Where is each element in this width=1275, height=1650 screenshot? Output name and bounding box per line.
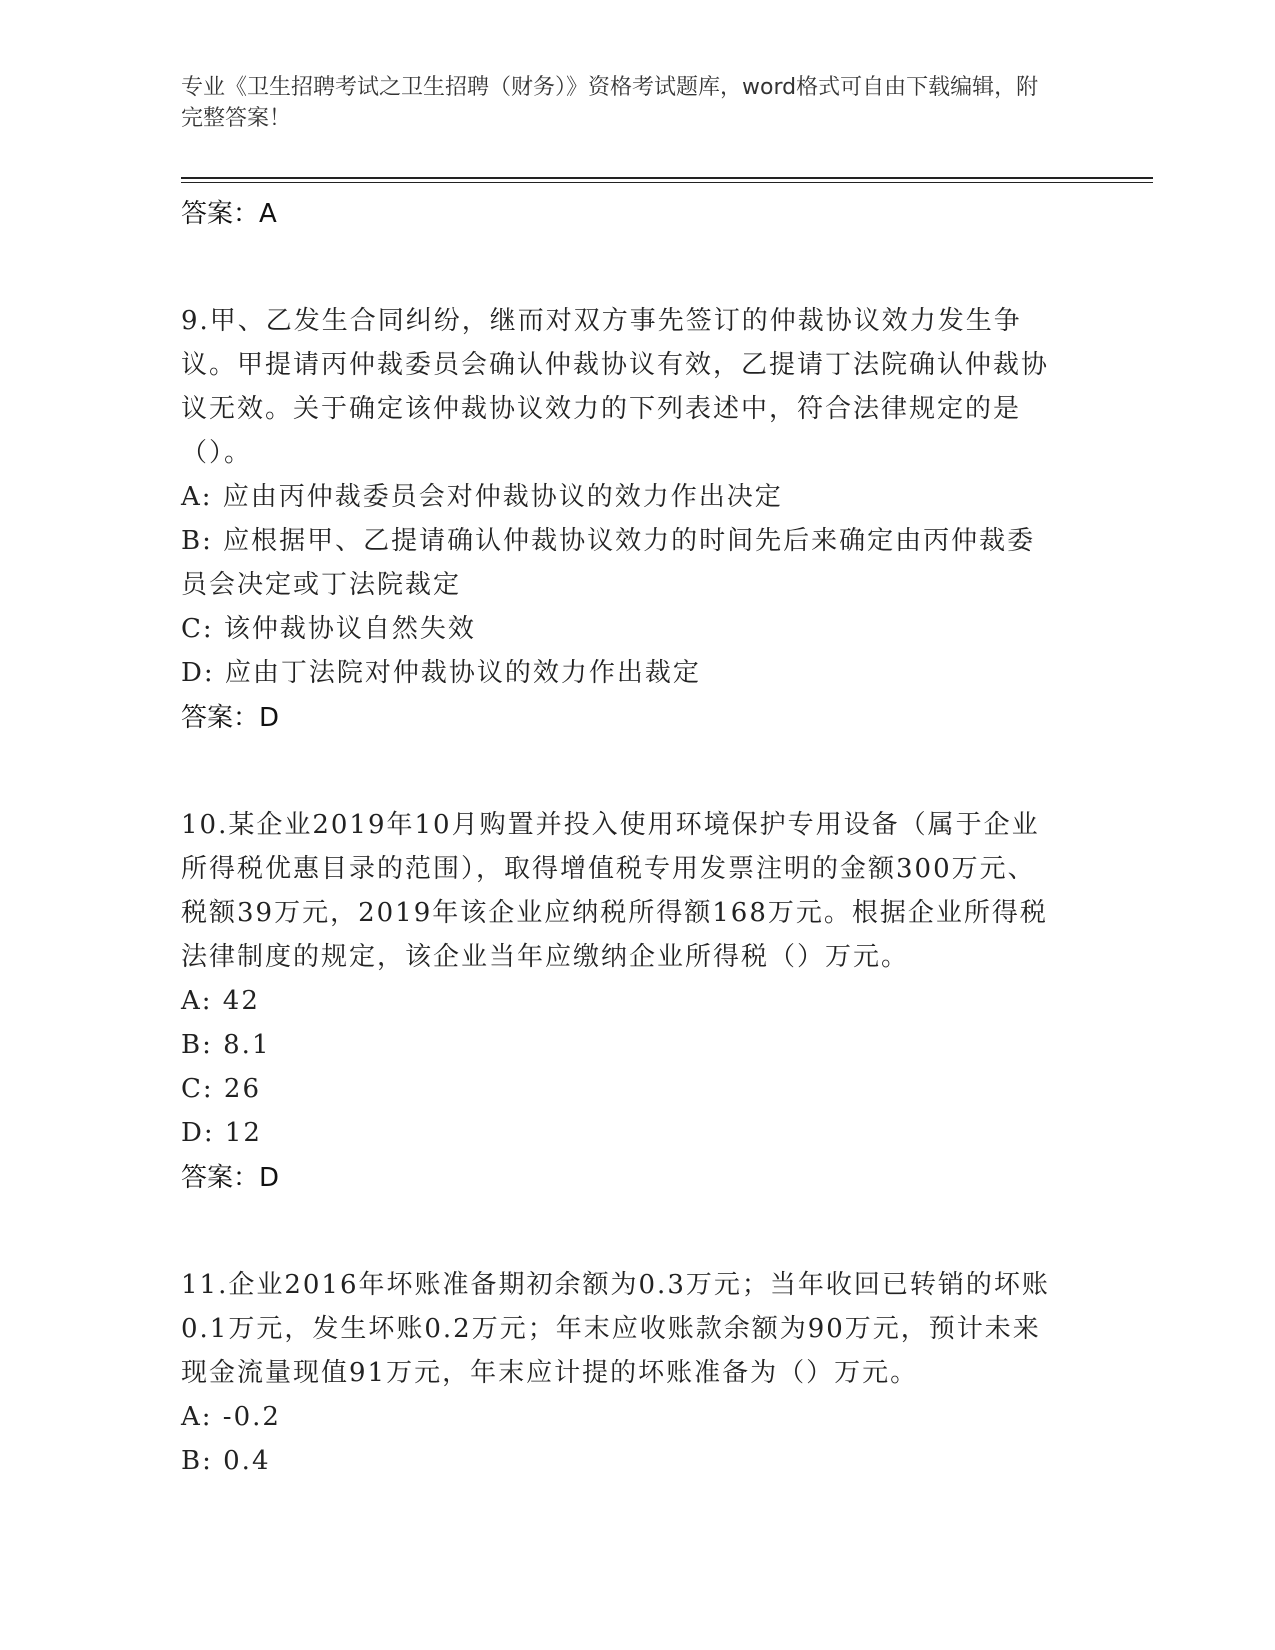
option-a: A: -0.2 bbox=[181, 1402, 281, 1432]
option-c: C: 26 bbox=[181, 1074, 262, 1104]
answer-line: 答案：A bbox=[181, 199, 277, 229]
question-text: 10.某企业2019年10月购置并投入使用环境保护专用设备（属于企业所得税优惠目录的范围），取得增值税专用发票注明的金额300万元、税额39万元，2019年该企业应纳税所得额168万元。根据企业所得税法律制度的规定，该企业当年应缴纳企业所得税（）万元。 bbox=[181, 810, 1048, 972]
document-header: 专业《卫生招聘考试之卫生招聘（财务）》资格考试题库，word格式可自由下载编辑，附完整答案！ bbox=[181, 75, 1039, 131]
question-10 bbox=[181, 803, 1061, 1193]
option-b: B: 0.4 bbox=[181, 1446, 271, 1476]
document-body bbox=[181, 191, 1061, 1483]
question-11 bbox=[181, 1263, 1061, 1483]
answer-line: 答案：D bbox=[181, 1163, 280, 1193]
option-d: D: 应由丁法院对仲裁协议的效力作出裁定 bbox=[181, 658, 701, 688]
question-text: 9.甲、乙发生合同纠纷，继而对双方事先签订的仲裁协议效力发生争议。甲提请丙仲裁委员会确认仲裁协议有效，乙提请丁法院确认仲裁协议无效。关于确定该仲裁协议效力的下列表述中，符合法律规定的是（）。 bbox=[181, 306, 1050, 468]
option-a: A: 应由丙仲裁委员会对仲裁协议的效力作出决定 bbox=[181, 482, 783, 512]
answer-line: 答案：D bbox=[181, 703, 280, 733]
option-c: C: 该仲裁协议自然失效 bbox=[181, 614, 476, 644]
header-divider-thin bbox=[181, 182, 1153, 183]
question-text: 11.企业2016年坏账准备期初余额为0.3万元；当年收回已转销的坏账0.1万元，发生坏账0.2万元；年末应收账款余额为90万元，预计未来现金流量现值91万元，年末应计提的坏账准备为（）万元。 bbox=[181, 1270, 1050, 1388]
header-divider-thick bbox=[181, 177, 1153, 179]
option-a: A: 42 bbox=[181, 986, 260, 1016]
option-d: D: 12 bbox=[181, 1118, 262, 1148]
option-b: B: 应根据甲、乙提请确认仲裁协议效力的时间先后来确定由丙仲裁委员会决定或丁法院裁定 bbox=[181, 526, 1036, 600]
question-9 bbox=[181, 299, 1061, 733]
option-b: B: 8.1 bbox=[181, 1030, 271, 1060]
